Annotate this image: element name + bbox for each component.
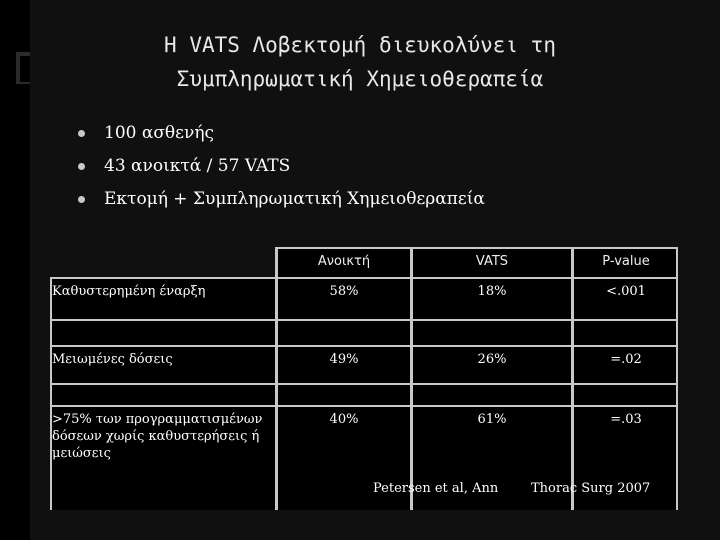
- bullet-item: 100 ασθενής: [74, 118, 485, 151]
- row-label: >75% των προγραμματισμένων δόσεων χωρίς καθυστερήσεις ή μειώσεις: [50, 405, 275, 510]
- grid-line: [275, 247, 278, 277]
- spacer-cell: [413, 319, 571, 345]
- header-cell-vats: VATS: [413, 247, 571, 277]
- header-cell-empty: [50, 247, 275, 277]
- spacer-cell: [574, 319, 678, 345]
- table-row: [50, 277, 678, 319]
- grid-line: [571, 247, 574, 510]
- title-line-1: Η VATS Λοβεκτομή διευκολύνει τη: [164, 33, 556, 57]
- grid-line: [50, 345, 678, 347]
- grid-line: [50, 277, 52, 510]
- grid-line: [50, 319, 678, 321]
- spacer-cell: [278, 383, 410, 405]
- bullet-item: 43 ανοικτά / 57 VATS: [74, 151, 485, 184]
- grid-line: [275, 277, 278, 510]
- cell-pvalue: =.02: [574, 345, 678, 383]
- row-label: Μειωμένες δόσεις: [50, 345, 275, 383]
- grid-line: [410, 247, 413, 510]
- header-cell-pvalue: P-value: [574, 247, 678, 277]
- cell-vats: 26%: [413, 345, 571, 383]
- spacer-cell: [413, 383, 571, 405]
- row-label: Καθυστερημένη έναρξη: [50, 277, 275, 319]
- grid-line: [50, 277, 678, 279]
- cell-open: 40%: [278, 405, 410, 510]
- slide-title: [80, 28, 640, 96]
- grid-line: [50, 383, 678, 385]
- cell-open: 49%: [278, 345, 410, 383]
- table-row: [50, 345, 678, 383]
- grid-line: [275, 247, 678, 249]
- cell-pvalue: =.03: [574, 405, 678, 510]
- header-cell-open: Ανοικτή: [278, 247, 410, 277]
- reference-authors: Petersen et al, Ann: [373, 481, 499, 496]
- cell-open: 58%: [278, 277, 410, 319]
- spacer-cell: [50, 319, 275, 345]
- grid-line: [50, 405, 678, 407]
- bullet-list: [74, 118, 485, 217]
- table-header-row: [50, 247, 678, 277]
- grid-line: [676, 247, 678, 510]
- results-table: [50, 247, 678, 510]
- accent-bar-inner: [20, 56, 30, 82]
- cell-pvalue: <.001: [574, 277, 678, 319]
- table-spacer-row: [50, 383, 678, 405]
- reference-journal: Thorac Surg 2007: [531, 481, 651, 496]
- table-spacer-row: [50, 319, 678, 345]
- spacer-cell: [574, 383, 678, 405]
- spacer-cell: [50, 383, 275, 405]
- cell-vats: 18%: [413, 277, 571, 319]
- cell-vats: 61%: [413, 405, 571, 510]
- title-line-2: Συμπληρωματική Χημειοθεραπεία: [176, 67, 544, 91]
- bullet-item: Εκτομή + Συμπληρωματική Χημειοθεραπεία: [74, 184, 485, 217]
- spacer-cell: [278, 319, 410, 345]
